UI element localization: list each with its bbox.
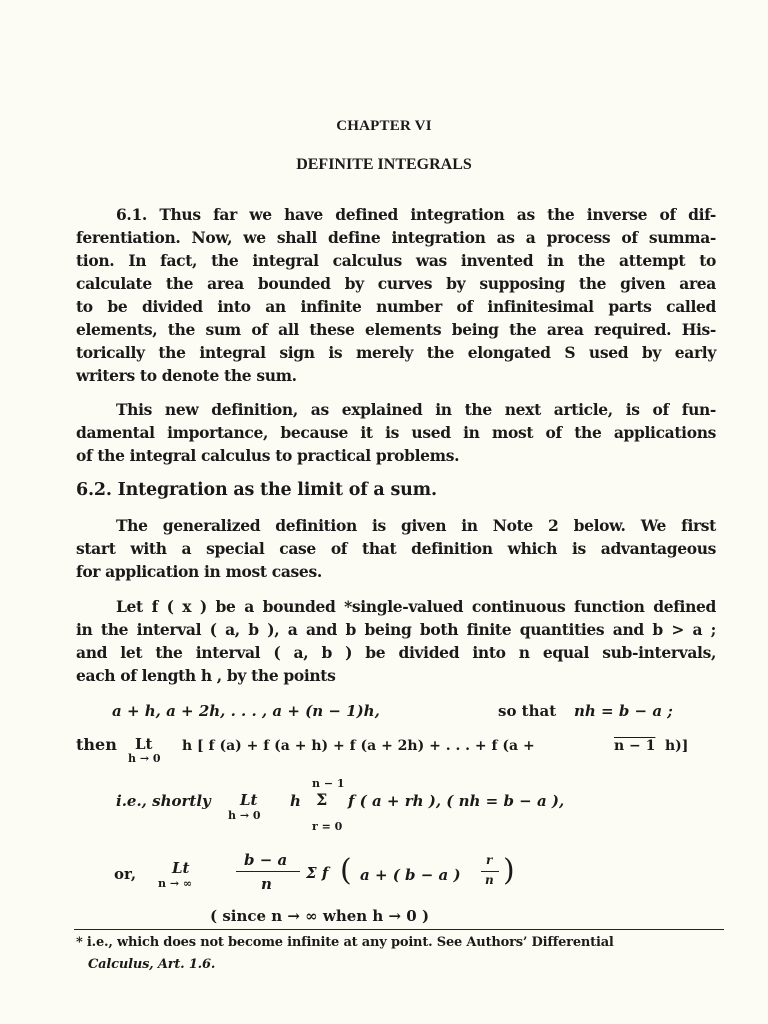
limit-subscript: h → 0 bbox=[128, 752, 161, 765]
equation-overline: n − 1 bbox=[614, 738, 656, 754]
equation-points: a + h, a + 2h, . . . , a + (n − 1)h, bbox=[112, 702, 380, 720]
footnote-line: Calculus, Art. 1.6. bbox=[88, 957, 216, 972]
paragraph-definition bbox=[76, 398, 716, 467]
limit-subscript: h → 0 bbox=[228, 809, 261, 822]
text-line: The generalized definition is given in Note 2 below. We first bbox=[116, 516, 716, 535]
footnote-line: * i.e., which does not become infinite at any point. See Authors’ Differential bbox=[76, 935, 614, 950]
text-line: each of length h , by the points bbox=[76, 666, 336, 685]
fraction-bar bbox=[236, 871, 300, 872]
text-line: ferentiation. Now, we shall define integration as a process of summa- bbox=[76, 228, 716, 247]
limit-subscript: n → ∞ bbox=[158, 877, 193, 890]
limit-symbol: Lt bbox=[135, 735, 153, 753]
text-line: This new definition, as explained in the next article, is of fun- bbox=[116, 400, 716, 419]
text-line: for application in most cases. bbox=[76, 562, 322, 581]
text-line: to be divided into an infinite number of infinitesimal parts called bbox=[76, 297, 716, 316]
equation-tail: h)] bbox=[665, 738, 689, 754]
fraction-denominator: n bbox=[261, 875, 272, 893]
text-line: and let the interval ( a, b ) be divided into n equal sub-intervals, bbox=[76, 643, 716, 662]
text-line: calculate the area bounded by curves by supposing the given area bbox=[76, 274, 716, 293]
text-line: torically the integral sign is merely the elongated S used by early bbox=[76, 343, 716, 362]
section-heading: 6.2. Integration as the limit of a sum. bbox=[76, 480, 437, 500]
paragraph-let-f bbox=[76, 595, 716, 687]
text-line: elements, the sum of all these elements being the area required. His- bbox=[76, 320, 716, 339]
inner-expression: a + ( b − a ) bbox=[360, 866, 461, 884]
inner-fraction-denominator: n bbox=[485, 873, 494, 887]
sum-upper-limit: n − 1 bbox=[312, 777, 345, 790]
text-line: start with a special case of that definition which is advantageous bbox=[76, 539, 716, 558]
equation-h: h bbox=[290, 792, 301, 810]
equation-sum: h [ f (a) + f (a + h) + f (a + 2h) + . . . + f (a + bbox=[182, 738, 535, 754]
sum-lower-limit: r = 0 bbox=[312, 820, 343, 833]
equation-ie-shortly: i.e., shortly bbox=[116, 792, 211, 810]
text-line: Let f ( x ) be a bounded *single-valued continuous function defined bbox=[116, 597, 716, 616]
equation-summand: f ( a + rh ), ( nh = b − a ), bbox=[348, 792, 565, 810]
equation-or: or, bbox=[114, 865, 137, 883]
equation-then: then bbox=[76, 735, 117, 754]
equation-relation: nh = b − a ; bbox=[574, 702, 673, 720]
footnote-rule bbox=[74, 929, 724, 930]
paragraph-generalized bbox=[76, 514, 716, 583]
equation-so-that: so that bbox=[498, 702, 557, 720]
text-line: of the integral calculus to practical problems. bbox=[76, 446, 460, 465]
text-line: tion. In fact, the integral calculus was invented in the attempt to bbox=[76, 251, 716, 270]
chapter-number: CHAPTER VI bbox=[336, 118, 432, 134]
text-line: 6.1. Thus far we have defined integration as the inverse of dif- bbox=[116, 205, 716, 224]
sigma-symbol: Σ bbox=[316, 790, 328, 809]
text-line: in the interval ( a, b ), a and b being both finite quantities and b > a ; bbox=[76, 620, 716, 639]
limit-symbol: Lt bbox=[240, 791, 258, 809]
text-line: writers to denote the sum. bbox=[76, 366, 297, 385]
paren-open: ( bbox=[340, 853, 352, 888]
equation-since: ( since n → ∞ when h → 0 ) bbox=[210, 907, 430, 925]
chapter-title: DEFINITE INTEGRALS bbox=[296, 156, 472, 173]
text-line: damental importance, because it is used in most of the applications bbox=[76, 423, 716, 442]
paragraph-6-1 bbox=[76, 203, 716, 387]
sigma-f: Σ f bbox=[306, 864, 329, 882]
inner-fraction-numerator: r bbox=[486, 853, 493, 867]
inner-fraction-bar bbox=[481, 871, 499, 872]
paren-close: ) bbox=[503, 853, 515, 888]
fraction-numerator: b − a bbox=[244, 851, 288, 869]
limit-symbol: Lt bbox=[172, 859, 190, 877]
